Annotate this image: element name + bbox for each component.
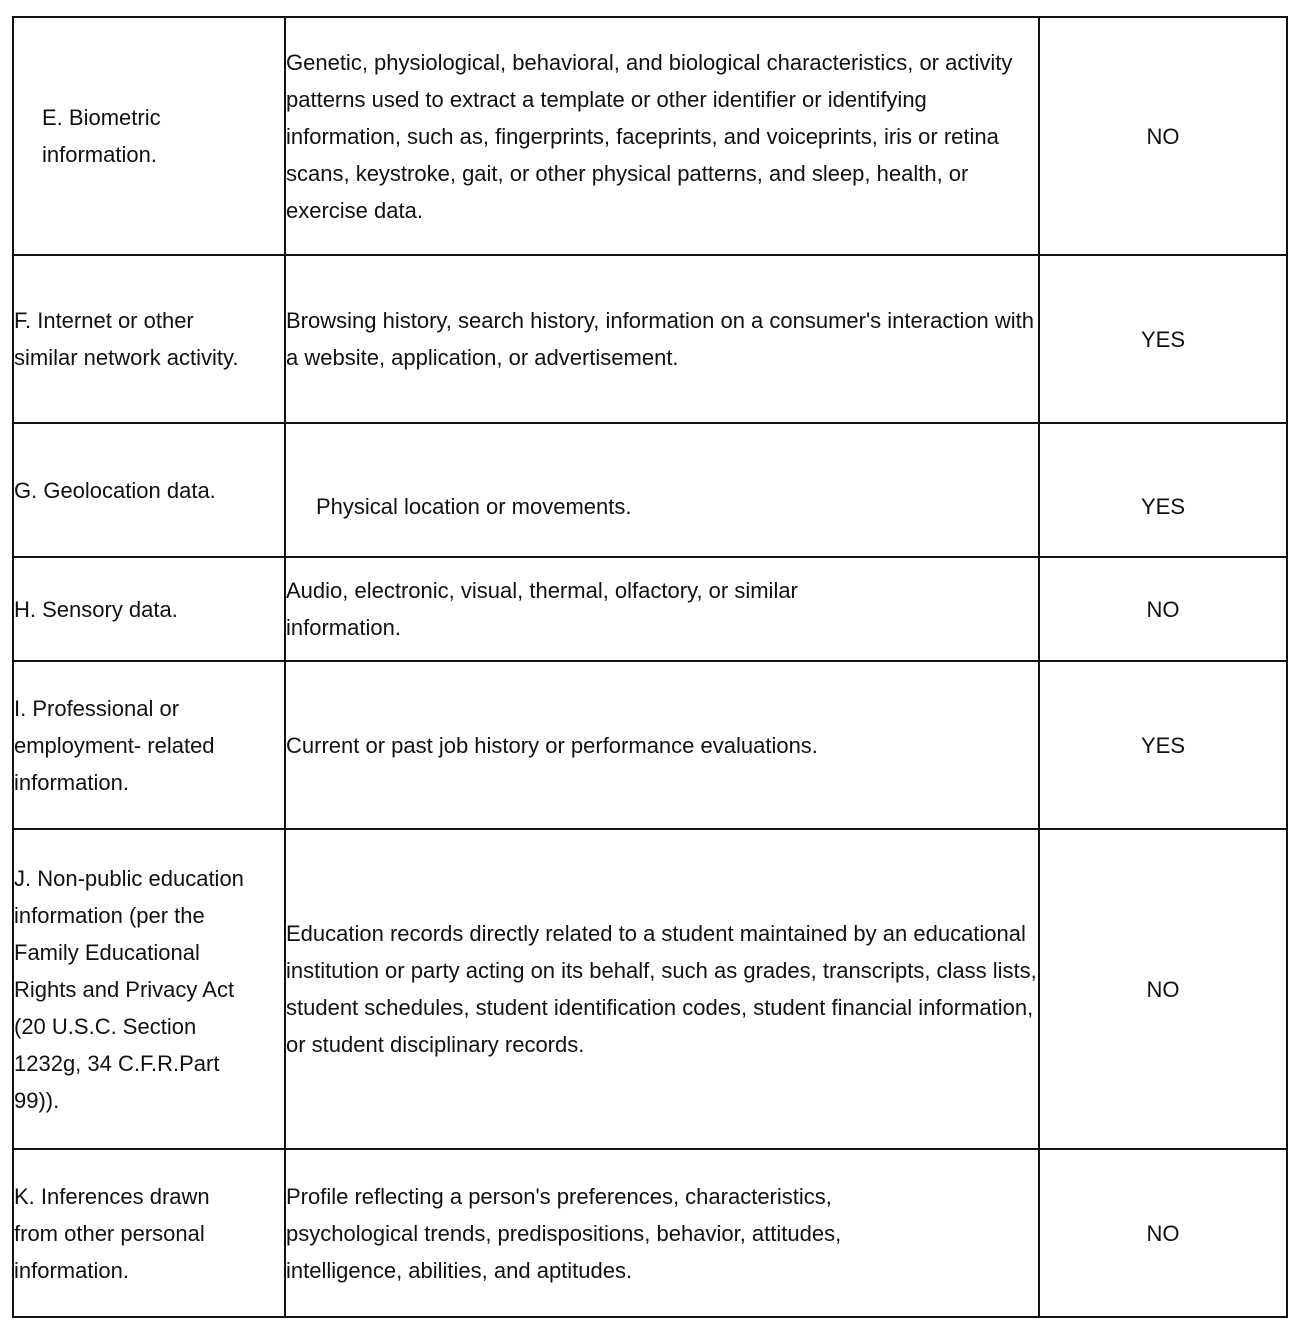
collected-value: YES [1140, 326, 1186, 352]
collected-cell [1039, 557, 1287, 661]
description-text: Browsing history, search history, information on a consumer's interaction with a website, application, or advertisement. [286, 308, 1035, 370]
collected-value: YES [1140, 732, 1186, 758]
collected-value: NO [1146, 596, 1180, 622]
category-cell [13, 423, 285, 557]
collected-cell [1039, 17, 1287, 255]
collected-cell [1039, 829, 1287, 1149]
collected-value: NO [1146, 976, 1180, 1002]
category-label: J. Non-public education information (per the Family Educational Rights and Privacy Act (20 U.S.C. Section 1232g, 34 C.F.R.Part 99)). [14, 865, 244, 1113]
collected-cell [1039, 423, 1287, 557]
category-cell [13, 661, 285, 829]
category-label: H. Sensory data. [14, 596, 178, 622]
table-row-professional [13, 661, 1287, 829]
description-text: Audio, electronic, visual, thermal, olfactory, or similar information. [286, 578, 798, 640]
collected-value: NO [1146, 1220, 1180, 1246]
description-cell [285, 17, 1039, 255]
collected-value: NO [1146, 123, 1180, 149]
description-cell [285, 423, 1039, 557]
description-cell [285, 255, 1039, 423]
table-row-geolocation [13, 423, 1287, 557]
collected-cell [1039, 1149, 1287, 1317]
category-cell [13, 557, 285, 661]
description-text: Current or past job history or performance evaluations. [286, 732, 818, 758]
collected-cell [1039, 255, 1287, 423]
description-text: Profile reflecting a person's preferences, characteristics, psychological trends, predispositions, behavior, attitudes, intelligence, abilities, and aptitudes. [286, 1183, 842, 1283]
table-row-inferences [13, 1149, 1287, 1317]
category-label: K. Inferences drawn from other personal information. [14, 1183, 210, 1283]
description-cell [285, 1149, 1039, 1317]
category-cell [13, 17, 285, 255]
table-row-education [13, 829, 1287, 1149]
personal-information-table [12, 16, 1288, 1318]
category-label: F. Internet or other similar network activity. [14, 308, 239, 370]
description-cell [285, 829, 1039, 1149]
table-row-internet-activity [13, 255, 1287, 423]
description-cell [285, 557, 1039, 661]
description-cell [285, 661, 1039, 829]
category-cell [13, 829, 285, 1149]
description-text: Genetic, physiological, behavioral, and biological characteristics, or activity patterns used to extract a template or other identifier or identifying information, such as, fingerprints, faceprints, and voiceprints, iris or retina scans, keystroke, gait, or other physical patterns, and sleep, health, or exercise data. [286, 49, 1013, 223]
category-cell [13, 255, 285, 423]
table-row-biometric [13, 17, 1287, 255]
category-cell [13, 1149, 285, 1317]
collected-value: YES [1140, 493, 1186, 519]
collected-cell [1039, 661, 1287, 829]
category-label: I. Professional or employment- related information. [14, 695, 215, 795]
category-label: G. Geolocation data. [14, 477, 216, 503]
description-text: Physical location or movements. [316, 493, 632, 519]
description-text: Education records directly related to a student maintained by an educational institution or party acting on its behalf, such as grades, transcripts, class lists, student schedules, student identification codes, student financial information, or student disciplinary records. [286, 921, 1037, 1057]
category-label: E. Biometric information. [42, 105, 161, 167]
table-row-sensory [13, 557, 1287, 661]
